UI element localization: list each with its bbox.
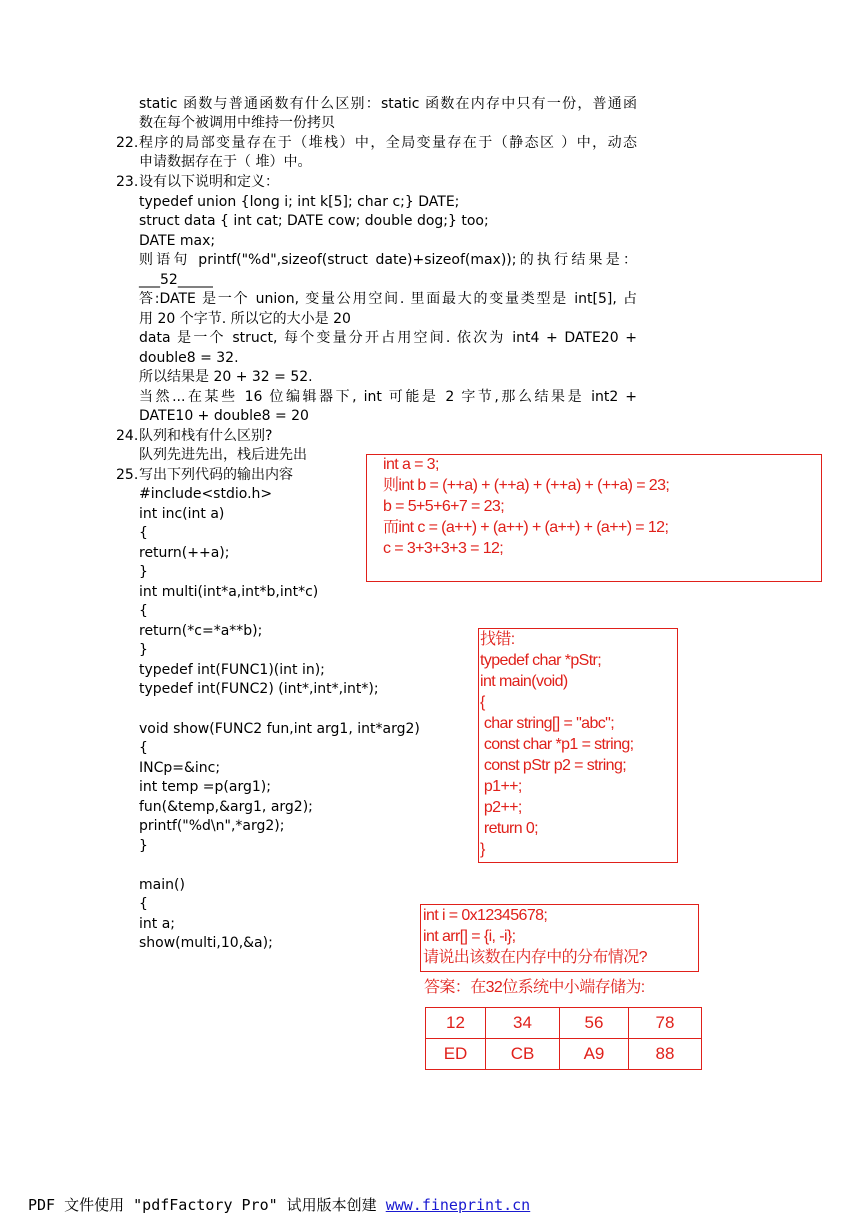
q25-code-line: int multi(int*a,int*b,int*c) [139,584,319,600]
q23-line: DATE max; [139,233,216,249]
q23-line: double8 = 32. [139,350,239,366]
table-cell: 34 [486,1008,560,1039]
q25-code-line: fun(&temp,&arg1, arg2); [139,799,313,815]
find-error-note-line: char string[] = "abc"; [480,715,615,732]
find-error-note-line: p1++; [480,778,522,795]
q25-code-line: show(multi,10,&a); [139,935,273,951]
pdf-footer [28,1194,530,1215]
q25-code-line: typedef int(FUNC1)(int in); [139,662,325,678]
find-error-note-line: return 0; [480,820,539,837]
q25-line: 写出下列代码的输出内容 [139,467,293,483]
q25-code-line: } [139,838,148,854]
q25-code-line: } [139,642,148,658]
q21-line-2: 数在每个被调用中维持一份拷贝 [139,115,335,131]
q23-line: DATE10 + double8 = 20 [139,408,309,424]
q23-answer-blank: ___52_____ [139,272,213,288]
q25-code-line: INCp=&inc; [139,760,221,776]
memory-layout-table [425,1007,702,1070]
table-cell: CB [486,1039,560,1070]
q23-line: 答:DATE 是一个 union, 变量公用空间. 里面最大的变量类型是 int[5], 占 [139,291,637,307]
find-error-note-line: p2++; [480,799,522,816]
q25-code-line: main() [139,877,185,893]
q25-code-line: } [139,564,148,580]
q22-line-1: 程序的局部变量存在于（堆栈）中，全局变量存在于（静态区 ）中，动态 [139,135,637,151]
q25-code-line: int a; [139,916,175,932]
q25-code-line: { [139,896,148,912]
footer-link[interactable]: www.fineprint.cn [385,1196,531,1214]
q22-number: 22. [116,135,139,151]
find-error-note-line: typedef char *pStr; [480,652,602,669]
q24-line-1: 队列和栈有什么区别? [139,428,273,444]
increment-note-line: int a = 3; [383,456,439,473]
table-row [426,1039,702,1070]
q25-code-line: void show(FUNC2 fun,int arg1, int*arg2) [139,721,420,737]
footer-text: PDF 文件使用 "pdfFactory Pro" 试用版本创建 [28,1196,386,1214]
q21-line-1: static 函数与普通函数有什么区别：static 函数在内存中只有一份，普通函 [139,96,637,112]
q25-code-line: int temp =p(arg1); [139,779,271,795]
q25-code-line: { [139,525,148,541]
increment-note-line: 则int b = (++a) + (++a) + (++a) + (++a) = 23; [383,477,670,494]
memory-note-line: int arr[] = {i, -i}; [423,928,516,945]
find-error-note-line: const pStr p2 = string; [480,757,627,774]
q22-line-2: 申请数据存在于（ 堆）中。 [139,154,312,170]
q25-code-line: #include<stdio.h> [139,486,273,502]
table-cell: 78 [629,1008,702,1039]
q23-line: 则语句 printf("%d",sizeof(struct date)+sizeof(max));的执行结果是： [139,252,637,268]
q25-code-line: typedef int(FUNC2) (int*,int*,int*); [139,681,379,697]
increment-note-line: 而int c = (a++) + (a++) + (a++) + (a++) = 12; [383,519,669,536]
table-cell: 12 [426,1008,486,1039]
table-row [426,1008,702,1039]
find-error-note-line: } [480,841,485,858]
find-error-note-line: int main(void) [480,673,568,690]
q23-line: data 是一个 struct, 每个变量分开占用空间. 依次为 int4 + DATE20 + [139,330,637,346]
q23-line: struct data { int cat; DATE cow; double dog;} too; [139,213,489,229]
q25-code-line: int inc(int a) [139,506,225,522]
q25-code-line: { [139,603,148,619]
q23-line: 所以结果是 20 + 32 = 52. [139,369,313,385]
table-cell: ED [426,1039,486,1070]
increment-note-line: b = 5+5+6+7 = 23; [383,498,505,515]
q23-line: 当然...在某些 16 位编辑器下, int 可能是 2 字节,那么结果是 int2 + [139,389,637,405]
table-cell: A9 [560,1039,629,1070]
q23-line: typedef union {long i; int k[5]; char c;} DATE; [139,194,460,210]
q25-number: 25. [116,467,139,483]
find-error-note-line: { [480,694,485,711]
q24-number: 24. [116,428,139,444]
memory-note-line: int i = 0x12345678; [423,907,548,924]
q23-line: 设有以下说明和定义： [139,174,279,190]
q23-number: 23. [116,174,139,190]
increment-note-line: c = 3+3+3+3 = 12; [383,540,504,557]
q25-code-line: { [139,740,148,756]
find-error-note-line: 找错: [480,631,515,648]
table-cell: 88 [629,1039,702,1070]
memory-note-line: 请说出该数在内存中的分布情况? [423,949,647,966]
memory-answer: 答案：在32位系统中小端存储为: [424,979,645,996]
q25-code-line: return(++a); [139,545,230,561]
q25-code-line: return(*c=*a**b); [139,623,263,639]
find-error-note-line: const char *p1 = string; [480,736,634,753]
q25-code-line: printf("%d\n",*arg2); [139,818,285,834]
q24-line-2: 队列先进先出，栈后进先出 [139,447,307,463]
table-cell: 56 [560,1008,629,1039]
q23-line: 用 20 个字节. 所以它的大小是 20 [139,311,351,327]
